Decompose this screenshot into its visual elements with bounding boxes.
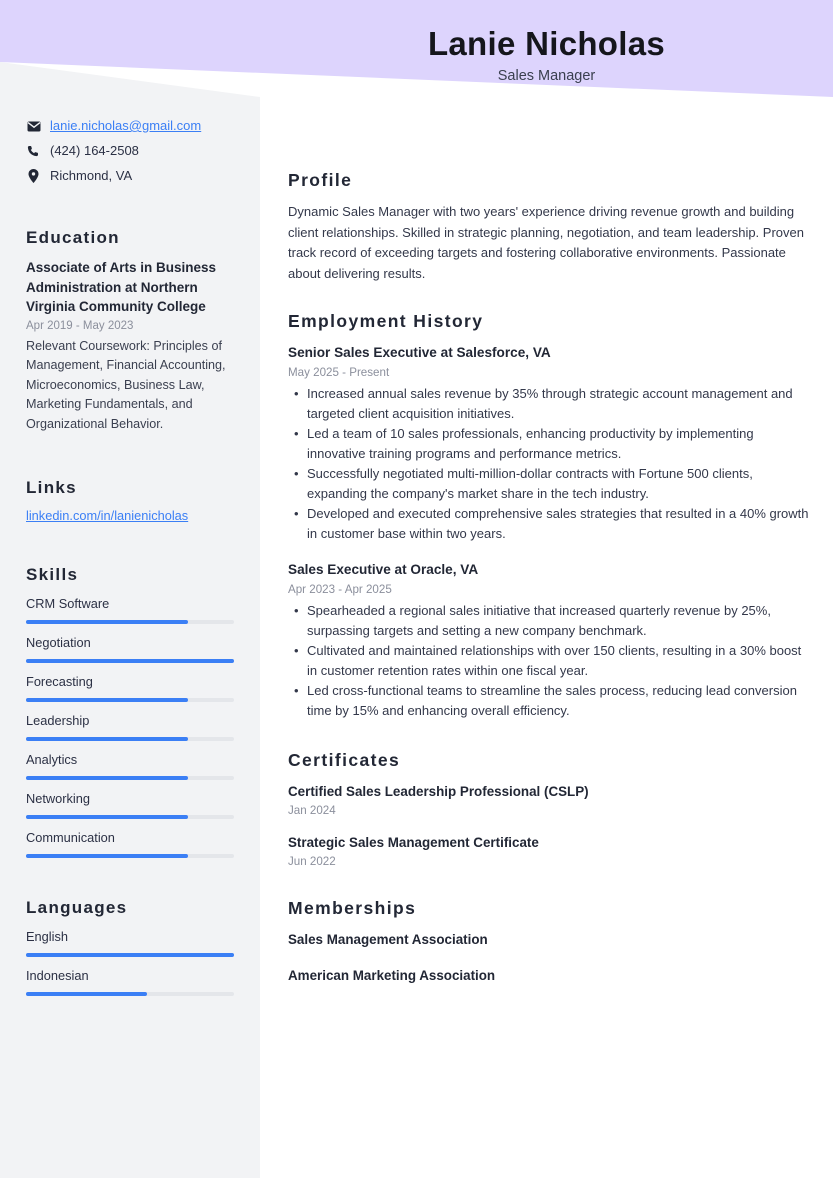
memberships-heading: Memberships xyxy=(288,898,417,918)
email-link[interactable]: lanie.nicholas@gmail.com xyxy=(50,118,202,133)
skill-bar-track xyxy=(26,698,234,702)
skill-bar-track xyxy=(26,737,234,741)
skill-label: Forecasting xyxy=(26,674,93,689)
skill-bar-fill xyxy=(26,659,234,663)
skill-bar-fill xyxy=(26,854,188,858)
certificate-name: Certified Sales Leadership Professional (CSLP) xyxy=(288,784,589,799)
skill-item xyxy=(26,751,234,780)
education-dates: Apr 2019 - May 2023 xyxy=(26,319,134,332)
location-text: Richmond, VA xyxy=(50,168,133,183)
skill-item xyxy=(26,790,234,819)
certificate-date: Jun 2022 xyxy=(288,855,336,868)
job-title: Sales Executive at Oracle, VA xyxy=(288,562,479,577)
certificates-heading: Certificates xyxy=(288,750,401,770)
skill-bar-track xyxy=(26,815,234,819)
education-entry xyxy=(26,258,234,434)
certificate-date: Jan 2024 xyxy=(288,804,336,817)
job-entry xyxy=(288,560,810,720)
contact-location xyxy=(26,168,234,184)
job-bullet: • Led cross-functional teams to streamline the sales process, reducing lead conversion time by 15% and enhancing overall efficiency. xyxy=(307,681,810,720)
profile-section xyxy=(288,170,810,284)
language-label: Indonesian xyxy=(26,968,89,983)
skill-bar-track xyxy=(26,659,234,663)
certificate-item xyxy=(288,782,810,819)
profile-text: Dynamic Sales Manager with two years' experience driving revenue growth and building client relationships. Skilled in strategic planning, negotiation, and team leadership. Proven track record of exceeding targets and fostering collaborative environments. Passionate about delivering results. xyxy=(288,204,804,281)
candidate-job-title: Sales Manager xyxy=(497,68,596,84)
employment-heading: Employment History xyxy=(288,311,484,331)
education-degree: Associate of Arts in Business Administration at Northern Virginia Community College xyxy=(26,260,217,314)
skill-label: Leadership xyxy=(26,713,90,728)
language-item xyxy=(26,967,234,996)
skill-item xyxy=(26,595,234,624)
language-bar-fill xyxy=(26,992,147,996)
skill-item xyxy=(26,634,234,663)
certificate-name: Strategic Sales Management Certificate xyxy=(288,835,539,850)
job-bullet: • Cultivated and maintained relationships with over 150 clients, resulting in a 30% boost in customer retention rates within one fiscal year. xyxy=(307,641,810,680)
job-title: Senior Sales Executive at Salesforce, VA xyxy=(288,345,551,360)
language-label: English xyxy=(26,929,68,944)
membership-item: American Marketing Association xyxy=(288,968,496,983)
job-bullet: • Successfully negotiated multi-million-dollar contracts with Fortune 500 clients, expanding the company's market share in the tech industry. xyxy=(307,464,810,503)
contact-email xyxy=(26,118,234,134)
job-dates: Apr 2023 - Apr 2025 xyxy=(288,583,392,596)
education-description: Relevant Coursework: Principles of Management, Financial Accounting, Microeconomics, Business Law, Marketing Fundamentals, and Organizational Behavior. xyxy=(26,338,226,431)
skill-label: Communication xyxy=(26,830,115,845)
contact-phone xyxy=(26,143,234,159)
job-bullet: • Increased annual sales revenue by 35% through strategic account management and targeted client acquisition initiatives. xyxy=(307,384,810,423)
job-bullet: • Developed and executed comprehensive sales strategies that resulted in a 40% growth in customer base within two years. xyxy=(307,504,810,543)
memberships-section xyxy=(288,898,810,985)
location-pin-icon xyxy=(26,169,41,184)
skill-bar-fill xyxy=(26,737,188,741)
skill-bar-fill xyxy=(26,776,188,780)
job-bullet: • Led a team of 10 sales professionals, enhancing productivity by implementing innovative training programs and performance metrics. xyxy=(307,424,810,463)
job-dates: May 2025 - Present xyxy=(288,366,390,379)
main-content xyxy=(288,0,810,1012)
languages-list xyxy=(26,928,234,996)
skill-bar-track xyxy=(26,776,234,780)
skill-bar-track xyxy=(26,854,234,858)
skill-bar-fill xyxy=(26,815,188,819)
skill-label: Negotiation xyxy=(26,635,91,650)
skill-label: CRM Software xyxy=(26,596,110,611)
envelope-icon xyxy=(26,119,41,134)
phone-icon xyxy=(26,144,41,159)
membership-item: Sales Management Association xyxy=(288,932,488,947)
skill-bar-track xyxy=(26,620,234,624)
skill-bar-fill xyxy=(26,698,188,702)
skill-item xyxy=(26,829,234,858)
linkedin-link[interactable]: linkedin.com/in/lanienicholas xyxy=(26,508,189,523)
languages-heading: Languages xyxy=(26,898,128,917)
employment-section xyxy=(288,311,810,720)
job-bullet-list xyxy=(288,601,810,720)
job-bullet-list xyxy=(288,384,810,543)
skill-item xyxy=(26,712,234,741)
certificates-section xyxy=(288,750,810,870)
skill-label: Networking xyxy=(26,791,91,806)
skills-list xyxy=(26,595,234,858)
job-entry xyxy=(288,343,810,543)
language-bar-track xyxy=(26,992,234,996)
skills-heading: Skills xyxy=(26,565,79,584)
phone-number: (424) 164-2508 xyxy=(50,143,139,158)
skill-label: Analytics xyxy=(26,752,78,767)
education-heading: Education xyxy=(26,228,120,247)
contact-list xyxy=(26,118,234,184)
language-bar-fill xyxy=(26,953,234,957)
job-bullet: • Spearheaded a regional sales initiative that increased quarterly revenue by 25%, surpassing targets and setting a new company benchmark. xyxy=(307,601,810,640)
profile-heading: Profile xyxy=(288,170,353,190)
skill-item xyxy=(26,673,234,702)
links-heading: Links xyxy=(26,478,77,497)
skill-bar-fill xyxy=(26,620,188,624)
language-item xyxy=(26,928,234,957)
candidate-name: Lanie Nicholas xyxy=(427,25,666,62)
sidebar-content xyxy=(0,118,260,1006)
certificate-item xyxy=(288,833,810,870)
language-bar-track xyxy=(26,953,234,957)
